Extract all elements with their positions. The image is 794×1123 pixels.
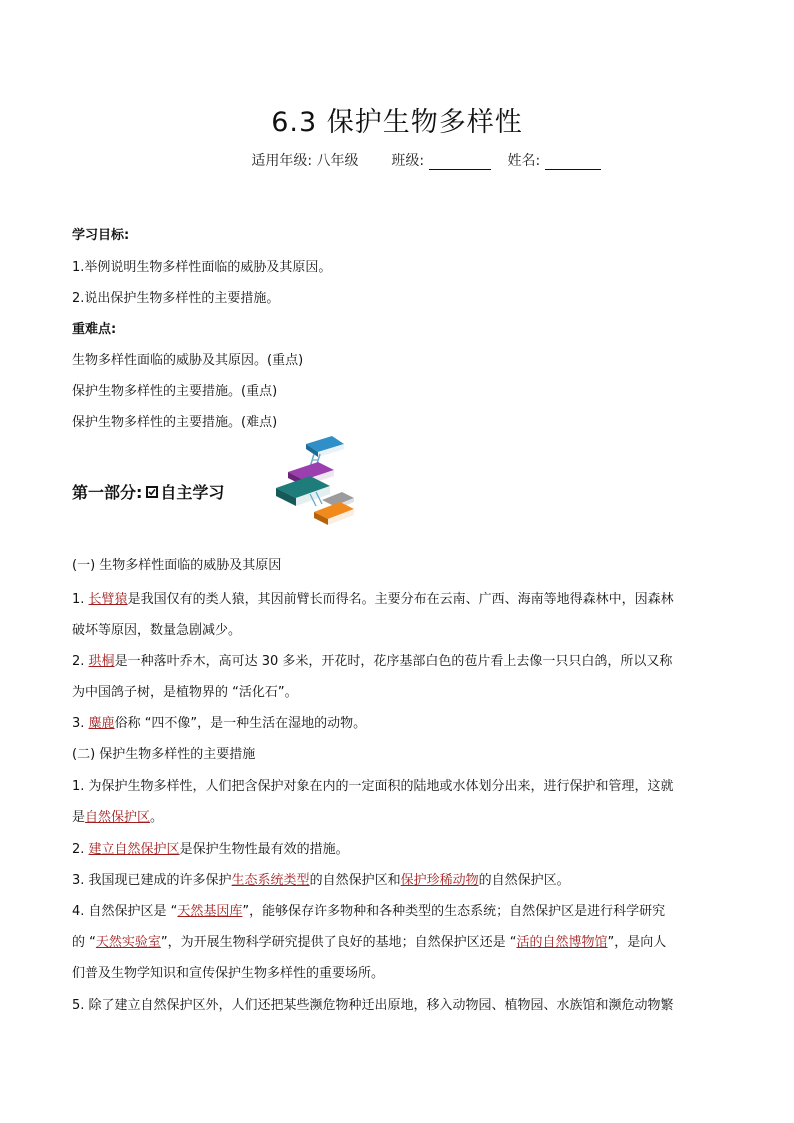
part2-paragraph-2 bbox=[72, 840, 349, 860]
key-point-item: 保护生物多样性的主要措施。(难点) bbox=[72, 415, 278, 430]
key-points-heading: 重难点: bbox=[72, 322, 117, 337]
key-term: 生态系统类型 bbox=[231, 873, 310, 888]
part2-paragraph-4-line3: 们普及生物学知识和宣传保护生物多样性的重要场所。 bbox=[72, 966, 385, 981]
class-blank-field[interactable] bbox=[429, 153, 491, 170]
part2-paragraph-3 bbox=[72, 871, 570, 891]
stacked-books-icon bbox=[270, 432, 362, 528]
paragraph-text: 是 bbox=[72, 810, 86, 825]
part1-paragraph-3 bbox=[72, 714, 366, 734]
paragraph-text: 的自然保护区和 bbox=[309, 873, 401, 888]
part1-paragraph-1 bbox=[72, 590, 674, 610]
paragraph-number: 2. bbox=[72, 654, 85, 669]
paragraph-text: 是我国仅有的类人猿，其因前臂长而得名。主要分布在云南、广西、海南等地得森林中，因森林 bbox=[127, 592, 674, 607]
paragraph-text: 是一种落叶乔木，高可达 30 多米，开花时，花序基部白色的苞片看上去像一只只白鸽，所以又称 bbox=[114, 654, 673, 669]
key-term: 麋鹿 bbox=[88, 716, 115, 731]
key-term: 长臂猿 bbox=[88, 592, 128, 607]
paragraph-number: 1. bbox=[72, 592, 85, 607]
paragraph-text: 的自然保护区。 bbox=[478, 873, 570, 888]
part2-paragraph-4-line2 bbox=[72, 933, 666, 953]
name-label: 姓名: bbox=[507, 153, 541, 169]
key-term: 保护珍稀动物 bbox=[400, 873, 479, 888]
paragraph-text: ”，为开展生物科学研究提供了良好的基地；自然保护区还是 “ bbox=[160, 935, 517, 950]
part2-paragraph-1: 1. 为保护生物多样性，人们把含保护对象在内的一定面积的陆地或水体划分出来，进行保护和管理，这就 bbox=[72, 779, 674, 794]
objective-item: 1.举例说明生物多样性面临的威胁及其原因。 bbox=[72, 260, 332, 275]
paragraph-text: 的 “ bbox=[72, 935, 96, 950]
key-term: 活的自然博物馆 bbox=[516, 935, 608, 950]
section-name: 自主学习 bbox=[160, 483, 225, 502]
part1-paragraph-2 bbox=[72, 652, 672, 672]
paragraph-text: ”，是向人 bbox=[607, 935, 667, 950]
key-term: 天然基因库 bbox=[177, 904, 243, 919]
part2-paragraph-5: 5. 除了建立自然保护区外，人们还把某些濒危物种迁出原地，移入动物园、植物园、水族馆和濒危动物繁 bbox=[72, 998, 674, 1013]
part2-paragraph-1-cont bbox=[72, 808, 163, 828]
part1-paragraph-1-cont: 破坏等原因，数量急剧减少。 bbox=[72, 623, 242, 638]
class-label: 班级: bbox=[391, 153, 425, 169]
part2-heading: (二) 保护生物多样性的主要措施 bbox=[72, 747, 256, 762]
key-term: 建立自然保护区 bbox=[88, 842, 180, 857]
header-info bbox=[0, 150, 794, 170]
key-term: 天然实验室 bbox=[95, 935, 161, 950]
key-point-item: 生物多样性面临的威胁及其原因。(重点) bbox=[72, 353, 304, 368]
objective-item: 2.说出保护生物多样性的主要措施。 bbox=[72, 291, 280, 306]
part1-heading: (一) 生物多样性面临的威胁及其原因 bbox=[72, 558, 282, 573]
part1-paragraph-2-cont: 为中国鸽子树，是植物界的 “活化石”。 bbox=[72, 685, 298, 700]
section-heading bbox=[72, 480, 224, 503]
paragraph-text: 俗称 “四不像”，是一种生活在湿地的动物。 bbox=[114, 716, 367, 731]
key-point-item: 保护生物多样性的主要措施。(重点) bbox=[72, 384, 278, 399]
paragraph-number: 3. bbox=[72, 716, 85, 731]
key-term: 珙桐 bbox=[88, 654, 115, 669]
key-term: 自然保护区 bbox=[85, 810, 151, 825]
part2-paragraph-4 bbox=[72, 902, 665, 922]
grade-label: 适用年级: 八年级 bbox=[251, 153, 359, 169]
paragraph-text: 3. 我国现已建成的许多保护 bbox=[72, 873, 232, 888]
section-prefix: 第一部分: bbox=[72, 483, 143, 502]
paragraph-number: 2. bbox=[72, 842, 85, 857]
objectives-heading: 学习目标: bbox=[72, 228, 130, 243]
paragraph-text: 。 bbox=[150, 810, 164, 825]
paragraph-text: ”，能够保存许多物种和各种类型的生态系统；自然保护区是进行科学研究 bbox=[242, 904, 666, 919]
name-blank-field[interactable] bbox=[545, 153, 601, 170]
page-title: 6.3 保护生物多样性 bbox=[271, 107, 523, 138]
paragraph-text: 4. 自然保护区是 “ bbox=[72, 904, 178, 919]
paragraph-text: 是保护生物性最有效的措施。 bbox=[179, 842, 349, 857]
checkbox-icon bbox=[146, 486, 158, 498]
